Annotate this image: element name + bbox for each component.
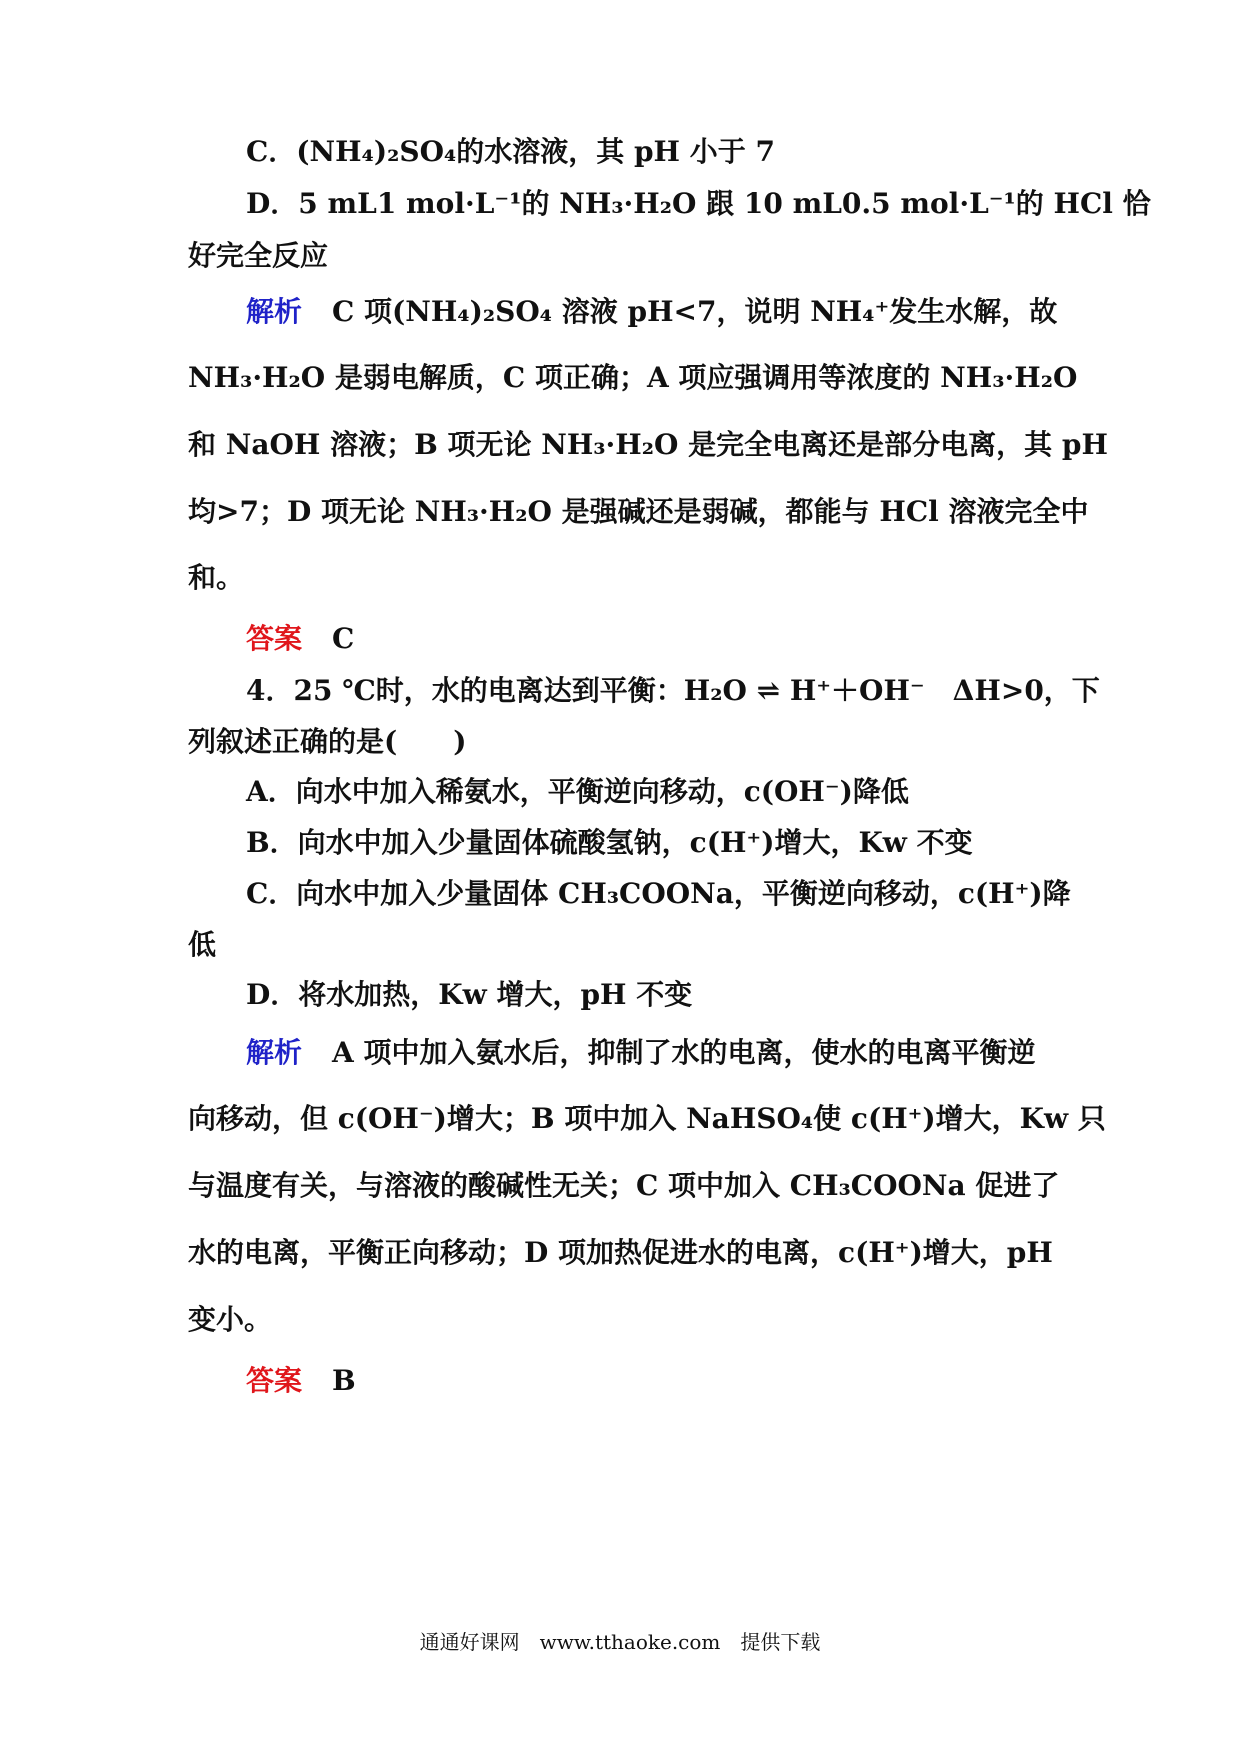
q3-answer: [246, 619, 1058, 659]
q3-option-d-line1: D．5 mL1 mol·L⁻¹的 NH₃·H₂O 跟 10 mL0.5 mol·L⁻¹的 HCl 恰: [246, 187, 1151, 220]
q4-stem-line1: 4．25 ℃时，水的电离达到平衡：H₂O ⇌ H⁺＋OH⁻ ΔH>0，下: [246, 674, 1100, 707]
q3-analysis-line2: NH₃·H₂O 是弱电解质，C 项正确；A 项应强调用等浓度的 NH₃·H₂O: [188, 361, 1078, 394]
q3-analysis-text: C 项(NH₄)₂SO₄ 溶液 pH<7，说明 NH₄⁺发生水解，故: [332, 295, 1058, 328]
footer-source: 通通好课网 www.tthaoke.com 提供下载: [419, 1630, 821, 1654]
q3-analysis-line1: [246, 292, 1058, 332]
q4-answer-value: B: [332, 1364, 356, 1397]
q3-analysis-label: 解析: [246, 295, 303, 328]
q3-analysis-line3: 和 NaOH 溶液；B 项无论 NH₃·H₂O 是完全电离还是部分电离，其 pH: [188, 428, 1108, 461]
q4-option-c-line2: 低: [188, 928, 217, 961]
q4-analysis-line5: 变小。: [188, 1303, 273, 1336]
q3-option-d-line2: 好完全反应: [188, 239, 329, 272]
q4-analysis-line3: 与温度有关，与溶液的酸碱性无关；C 项中加入 CH₃COONa 促进了: [188, 1169, 1060, 1202]
q4-analysis-text: A 项中加入氨水后，抑制了水的电离，使水的电离平衡逆: [332, 1036, 1036, 1069]
q4-analysis-line1: [246, 1033, 1058, 1073]
q4-stem-line2: 列叙述正确的是( ): [188, 725, 467, 758]
q4-option-d: D．将水加热，Kw 增大，pH 不变: [246, 978, 693, 1011]
q4-analysis-line4: 水的电离，平衡正向移动；D 项加热促进水的电离，c(H⁺)增大，pH: [188, 1236, 1053, 1269]
q3-answer-label: 答案: [246, 622, 303, 655]
q4-option-a: A．向水中加入稀氨水，平衡逆向移动，c(OH⁻)降低: [246, 775, 909, 808]
q3-option-c: C．(NH₄)₂SO₄的水溶液，其 pH 小于 7: [246, 135, 775, 168]
q3-analysis-line4: 均>7；D 项无论 NH₃·H₂O 是强碱还是弱碱，都能与 HCl 溶液完全中: [188, 495, 1089, 528]
q3-answer-value: C: [332, 622, 355, 655]
q4-answer: [246, 1361, 1058, 1401]
q3-analysis-line5: 和。: [188, 561, 245, 594]
q4-answer-label: 答案: [246, 1364, 303, 1397]
q4-option-b: B．向水中加入少量固体硫酸氢钠，c(H⁺)增大，Kw 不变: [246, 826, 973, 859]
q4-option-c-line1: C．向水中加入少量固体 CH₃COONa，平衡逆向移动，c(H⁺)降: [246, 877, 1071, 910]
q4-analysis-label: 解析: [246, 1036, 303, 1069]
q4-analysis-line2: 向移动，但 c(OH⁻)增大；B 项中加入 NaHSO₄使 c(H⁺)增大，Kw 只: [188, 1102, 1106, 1135]
